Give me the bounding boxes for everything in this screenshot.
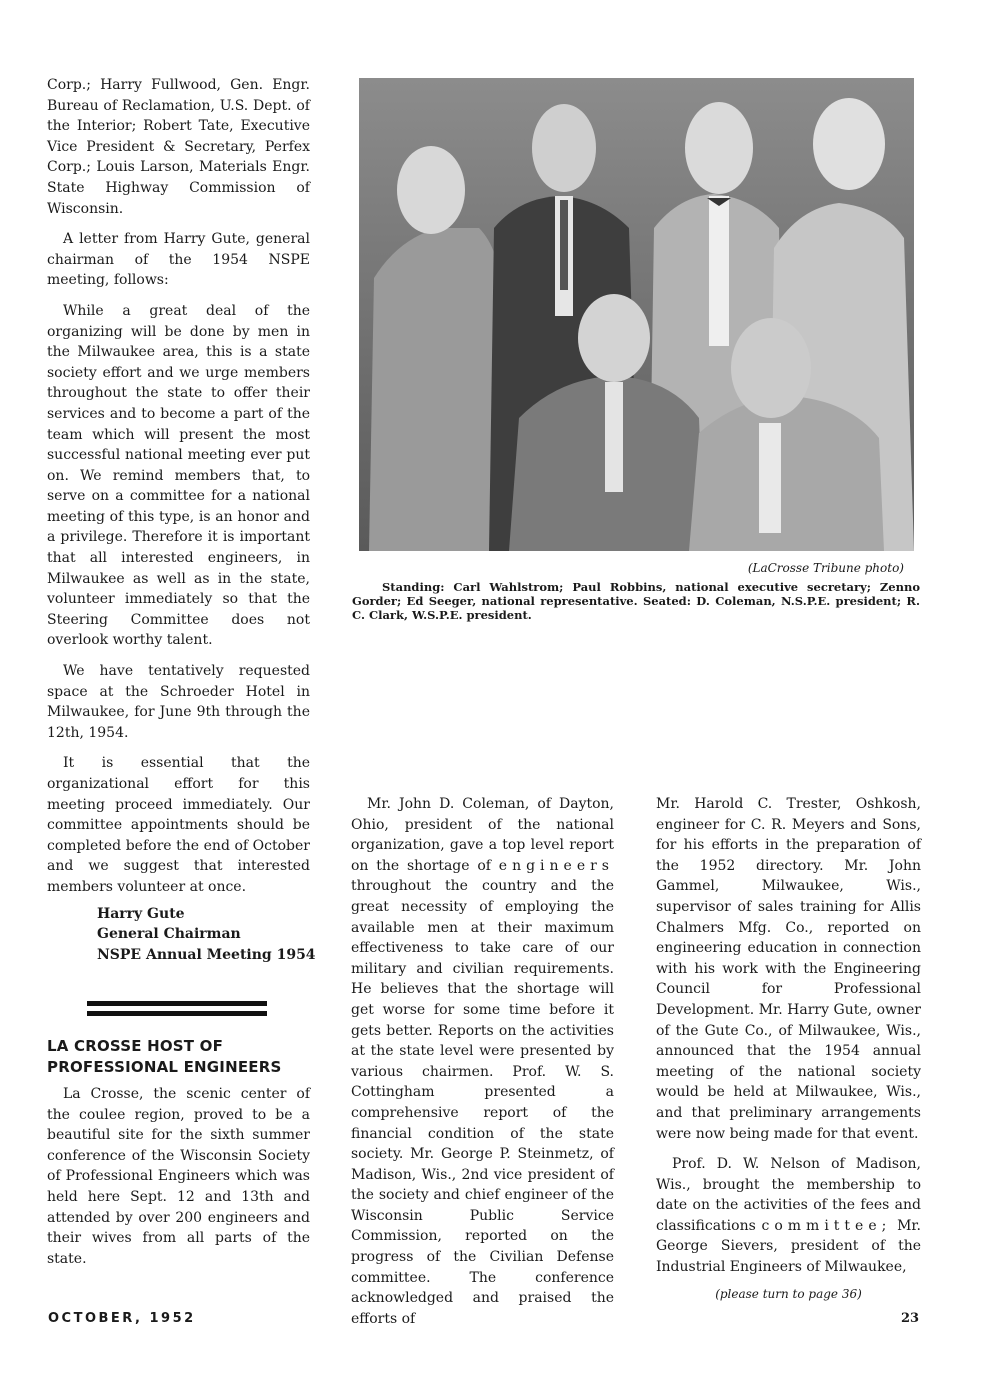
nelson-text-a: Prof. D. W. Nelson of Madison, Wis., brought the membership to date on the activities of the fees and classifications (656, 1156, 921, 1234)
signature-org: NSPE Annual Meeting 1954 (97, 946, 316, 963)
left-column (47, 75, 316, 1279)
group-photo (359, 78, 914, 551)
letter-paragraph-1: While a great deal of the organizing will be done by men in the Milwaukee area, this is a state society effort and we urge members throughout the state to offer their services and to become a part of the team which will present the most successful national meeting ever put on. We remind members that, to serve on a committee for a national meeting of this type, is an honor and a privilege. Therefore it is important that all interested engineers, in Milwaukee as well as in the state, volunteer immediately so that the Steering Committee does not overlook worthy talent. (47, 302, 310, 649)
nelson-text-b: Mr. George Sievers, president of the Industrial Engineers of Milwaukee, (656, 1217, 922, 1276)
letter-paragraph-2: We have tentatively requested space at the Schroeder Hotel in Milwaukee, for June 9th through the 12th, 1954. (47, 663, 310, 741)
page-number: 23 (901, 1311, 920, 1326)
nelson-paragraph (656, 1154, 921, 1278)
divider-line-2 (87, 1011, 267, 1016)
middle-column (351, 794, 614, 1339)
letter-intro-paragraph: A letter from Harry Gute, general chairman of the 1954 NSPE meeting, follows: (47, 231, 310, 289)
nelson-text-spaced: committee; (761, 1217, 892, 1234)
signature-name: Harry Gute (97, 905, 185, 922)
lacrosse-paragraph: La Crosse, the scenic center of the coulee region, proved to be a beautiful site for the sixth summer conference of the Wisconsin Society of Professional Engineers which was held here Sept. 12 and 13th and attended by over 200 engineers and their wives from all parts of the state. (47, 1086, 310, 1267)
coleman-paragraph (351, 794, 614, 1329)
coleman-text-b: throughout the country and the great necessity of employing the available men at their maximum effectiveness to take care of our military and civilian requirements. He believes that the shortage will get worse for some time before it gets better. Reports on the activities at the state level were presented by various chairmen. Prof. W. S. Cottingham presented a comprehensive report of the financial condition of the state society. Mr. George P. Steinmetz, of Madison, Wis., 2nd vice president of the society and chief engineer of the Wisconsin Public Service Commission, reported on the progress of the Civilian Defense committee. The conference acknowledged and praised the efforts of (351, 878, 614, 1327)
trester-paragraph: Mr. Harold C. Trester, Oshkosh, engineer for C. R. Meyers and Sons, for his efforts in the preparation of the 1952 directory. Mr. John Gammel, Milwaukee, Wis., supervisor of sales training for Allis Chalmers Mfg. Co., reported on engineering education in connection with his work with the Engineering Council for Professional Development. Mr. Harry Gute, owner of the Gute Co., of Milwaukee, Wis., announced that the 1954 annual meeting of the national society would be held at Milwaukee, Wis., and that preliminary arrangements were now being made for that event. (656, 796, 921, 1142)
coleman-text-a: Mr. John D. Coleman, of Dayton, Ohio, president of the national organization, gave a top level report on the shortage of (351, 796, 614, 874)
right-column (656, 794, 921, 1304)
signature-title: General Chairman (97, 926, 241, 943)
issue-date: OCTOBER, 1952 (48, 1311, 196, 1326)
divider-line-1 (87, 1001, 267, 1006)
photo-caption: Standing: Carl Wahlstrom; Paul Robbins, national executive secretary; Zenno Gorder; Ed Seeger, national representative. Seated: D. Coleman, N.S.P.E. president; R. C. Clark, W.S.P.E. president. (352, 580, 920, 622)
intro-paragraph: Corp.; Harry Fullwood, Gen. Engr. Bureau of Reclamation, U.S. Dept. of the Interior; Robert Tate, Executive Vice President & Secretary, Perfex Corp.; Louis Larson, Materials Engr. State Highway Commission of Wisconsin. (47, 77, 310, 217)
section-divider (87, 1001, 267, 1016)
letter-paragraph-3: It is essential that the organizational effort for this meeting proceed immediately. Our committee appointments should be completed before the end of October and we suggest that interested members volunteer at once. (47, 755, 310, 895)
section-heading: LA CROSSE HOST OF PROFESSIONAL ENGINEERS (47, 1037, 282, 1077)
continued-note: (please turn to page 36) (715, 1286, 862, 1301)
group-photo-illustration (359, 78, 914, 551)
coleman-text-spaced: engineers (498, 857, 614, 874)
photo-credit: (LaCrosse Tribune photo) (747, 561, 904, 575)
letter-signature (97, 904, 316, 966)
